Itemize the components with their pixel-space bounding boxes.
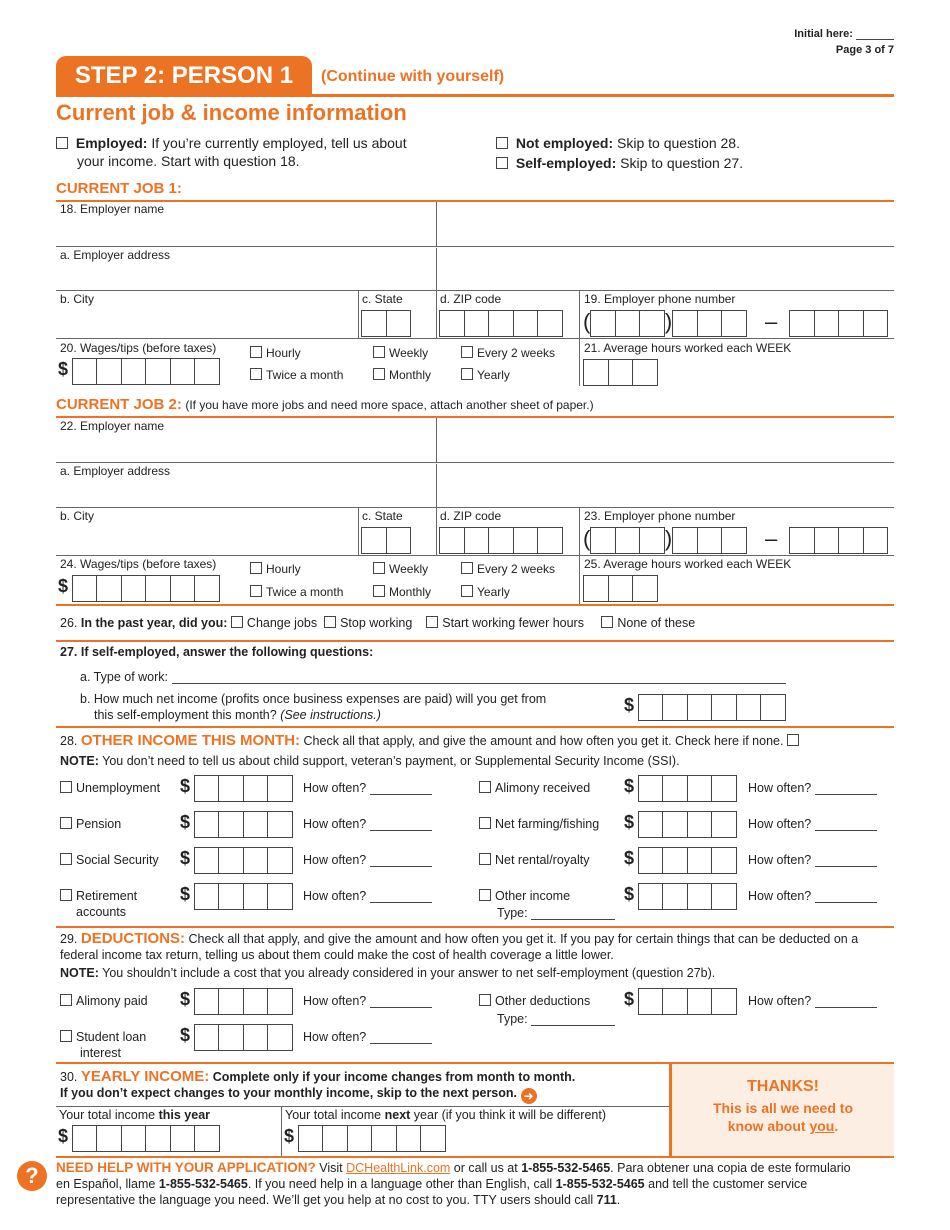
page-number: Page 3 of 7 [835,44,894,56]
income-right-amount-0[interactable]: $ [624,775,737,802]
job1-hours-boxes[interactable] [583,359,658,386]
income-right-how-0[interactable]: How often? [748,781,877,795]
job2-address-field[interactable] [56,464,894,507]
job2-phone-label: 23. Employer phone number [584,509,736,523]
q30-header: 30. YEARLY INCOME: Complete only if your income changes from month to month. [60,1068,576,1085]
q27-title: 27. If self-employed, answer the following questions: [60,645,374,659]
job1-twice[interactable]: Twice a month [250,368,343,382]
job2-every2[interactable]: Every 2 weeks [461,562,555,576]
income-right-how-3[interactable]: How often? [748,889,877,903]
dchealthlink-link[interactable]: DCHealthLink.com [346,1161,451,1175]
thanks-line1: This is all we need to [712,1100,854,1116]
alimony-paid-how[interactable]: How often? [303,994,432,1008]
income-left-how-3[interactable]: How often? [303,889,432,903]
income-left-amount-2[interactable]: $ [180,847,293,874]
q30-this-year-boxes[interactable]: $ [58,1125,220,1152]
job2-weekly[interactable]: Weekly [373,562,428,576]
job2-city-label: b. City [60,509,95,523]
step-subtitle: (Continue with yourself) [321,68,505,85]
income-left-1[interactable]: Pension [60,817,121,831]
other-deductions-amount[interactable]: $ [624,988,737,1015]
job1-zip-label: d. ZIP code [440,292,502,306]
help-question-icon: ? [17,1161,47,1191]
job2-hourly[interactable]: Hourly [250,562,301,576]
other-deductions-type[interactable]: Type: [497,1012,615,1026]
employed-option[interactable]: Employed: If you’re currently employed, tell us about [56,135,407,151]
income-left-amount-0[interactable]: $ [180,775,293,802]
job1-every2[interactable]: Every 2 weeks [461,346,555,360]
student-loan-line2: interest [80,1046,121,1060]
thanks-title: THANKS! [747,1078,819,1095]
q28-note: NOTE: You don’t need to tell us about child support, veteran’s payment, or Supplemental Security Income (SSI). [60,754,680,768]
job1-address-field[interactable] [56,248,894,290]
thanks-box [669,1064,894,1156]
job1-heading: CURRENT JOB 1: [56,180,182,197]
job1-hourly[interactable]: Hourly [250,346,301,360]
job2-monthly[interactable]: Monthly [373,585,431,599]
student-loan-how[interactable]: How often? [303,1030,432,1044]
step-banner: STEP 2: PERSON 1 [56,56,312,96]
job2-twice[interactable]: Twice a month [250,585,343,599]
job2-wages-label: 24. Wages/tips (before taxes) [60,557,217,571]
job1-hours-label: 21. Average hours worked each WEEK [584,341,792,355]
income-left-amount-3[interactable]: $ [180,883,293,910]
employed-checkbox[interactable] [56,137,68,149]
job1-wages-boxes[interactable]: $ [58,358,220,385]
q28-none-checkbox[interactable] [787,734,799,746]
help-text: NEED HELP WITH YOUR APPLICATION? Visit DCHealthLink.com or call us at 1-855-532-5465. Para obtener una copia de este formulario en Español, llame 1-855-532-5465. If you need help in a language other than English, call 1-855-532-5465 and tell the customer service representative the language you need. We’ll get you help at no cost to you. TTY users should call 711. [56,1160,851,1207]
q28-header: 28. OTHER INCOME THIS MONTH: Check all that apply, and give the amount and how often you get it. Check here if none. [60,732,803,749]
job1-state-label: c. State [362,292,403,306]
student-loan[interactable]: Student loan [60,1030,146,1044]
job2-wages-boxes[interactable]: $ [58,575,220,602]
job1-employer-label: 18. Employer name [60,202,165,216]
other-income-type[interactable]: Type: [497,906,615,920]
income-right-amount-3[interactable]: $ [624,883,737,910]
income-right-how-2[interactable]: How often? [748,853,877,867]
q27-b-text2: this self-employment this month? (See instructions.) [94,708,381,722]
q29-text2: federal income tax return, telling us about them could make the cost of health coverage a little lower. [60,948,614,962]
job1-yearly[interactable]: Yearly [461,368,510,382]
income-left-how-2[interactable]: How often? [303,853,432,867]
q26-none[interactable]: None of these [601,616,695,630]
job1-employer-field[interactable] [56,202,894,246]
alimony-paid[interactable]: Alimony paid [60,994,148,1008]
income-right-3[interactable]: Other income [479,889,570,903]
other-deductions[interactable]: Other deductions [479,994,590,1008]
job2-zip-label: d. ZIP code [440,509,502,523]
income-left-how-0[interactable]: How often? [303,781,432,795]
not-employed-checkbox[interactable] [496,137,508,149]
income-left-amount-1[interactable]: $ [180,811,293,838]
income-right-0[interactable]: Alimony received [479,781,590,795]
job2-zip-boxes[interactable] [439,527,563,554]
not-employed-option[interactable]: Not employed: Skip to question 28. [496,135,740,151]
q30-skip: If you don’t expect changes to your monthly income, skip to the next person. ➜ [60,1086,537,1104]
job1-weekly[interactable]: Weekly [373,346,428,360]
job1-state-boxes[interactable] [361,310,411,337]
income-right-amount-1[interactable]: $ [624,811,737,838]
q27-type[interactable]: a. Type of work: [80,670,786,684]
page-title: Current job & income information [56,100,407,125]
student-loan-amount[interactable]: $ [180,1024,293,1051]
job2-heading: CURRENT JOB 2: (If you have more jobs and need more space, attach another sheet of paper.) [56,396,594,413]
q26-change[interactable]: Change jobs [231,616,317,630]
job2-address-label: a. Employer address [60,464,171,478]
job1-phone-boxes[interactable]: ( ) – [583,309,888,337]
job2-state-label: c. State [362,509,403,523]
income-left-2[interactable]: Social Security [60,853,159,867]
q29-header: 29. DEDUCTIONS: Check all that apply, and give the amount and how often you get it. If you pay for certain things that can be deducted on a [60,930,859,947]
thanks-line2: know about you. [727,1118,839,1134]
q30-next-year-label: Your total income next year (if you think it will be different) [285,1108,606,1122]
job2-employer-field[interactable] [56,418,894,462]
q30-next-year-boxes[interactable]: $ [284,1125,446,1152]
income-right-1[interactable]: Net farming/fishing [479,817,599,831]
job2-phone-boxes[interactable]: ( ) – [583,526,888,554]
job2-hours-boxes[interactable] [583,575,658,602]
job2-state-boxes[interactable] [361,527,411,554]
alimony-paid-amount[interactable]: $ [180,988,293,1015]
q30-this-year-label: Your total income this year [59,1108,211,1122]
retirement-line2: accounts [76,905,127,919]
job1-phone-label: 19. Employer phone number [584,292,736,306]
self-employed-checkbox[interactable] [496,157,508,169]
job2-employer-label: 22. Employer name [60,419,165,433]
employed-text: your income. Start with question 18. [77,153,300,169]
income-left-3[interactable]: Retirement [60,889,137,903]
income-left-0[interactable]: Unemployment [60,781,160,795]
q27-income-boxes[interactable]: $ [624,694,786,721]
job1-monthly[interactable]: Monthly [373,368,431,382]
q26-fewer[interactable]: Start working fewer hours [426,616,584,630]
income-right-how-1[interactable]: How often? [748,817,877,831]
job2-yearly[interactable]: Yearly [461,585,510,599]
income-left-how-1[interactable]: How often? [303,817,432,831]
q26: 26. In the past year, did you: Change jobs Stop working Start working fewer hours None of these [60,616,696,630]
income-right-amount-2[interactable]: $ [624,847,737,874]
initial-here[interactable]: Initial here: [794,28,894,40]
self-employed-option[interactable]: Self-employed: Skip to question 27. [496,155,743,171]
q29-note: NOTE: You shouldn’t include a cost that you already considered in your answer to net self-employment (question 27b). [60,966,716,980]
q26-stop[interactable]: Stop working [324,616,412,630]
job1-wages-label: 20. Wages/tips (before taxes) [60,341,217,355]
arrow-right-icon: ➜ [521,1088,537,1104]
other-deductions-how[interactable]: How often? [748,994,877,1008]
job1-address-label: a. Employer address [60,248,171,262]
q27-b-text: b. How much net income (profits once business expenses are paid) will you get from [80,692,547,706]
job1-zip-boxes[interactable] [439,310,563,337]
income-right-2[interactable]: Net rental/royalty [479,853,589,867]
job2-hours-label: 25. Average hours worked each WEEK [584,557,792,571]
job1-city-label: b. City [60,292,95,306]
